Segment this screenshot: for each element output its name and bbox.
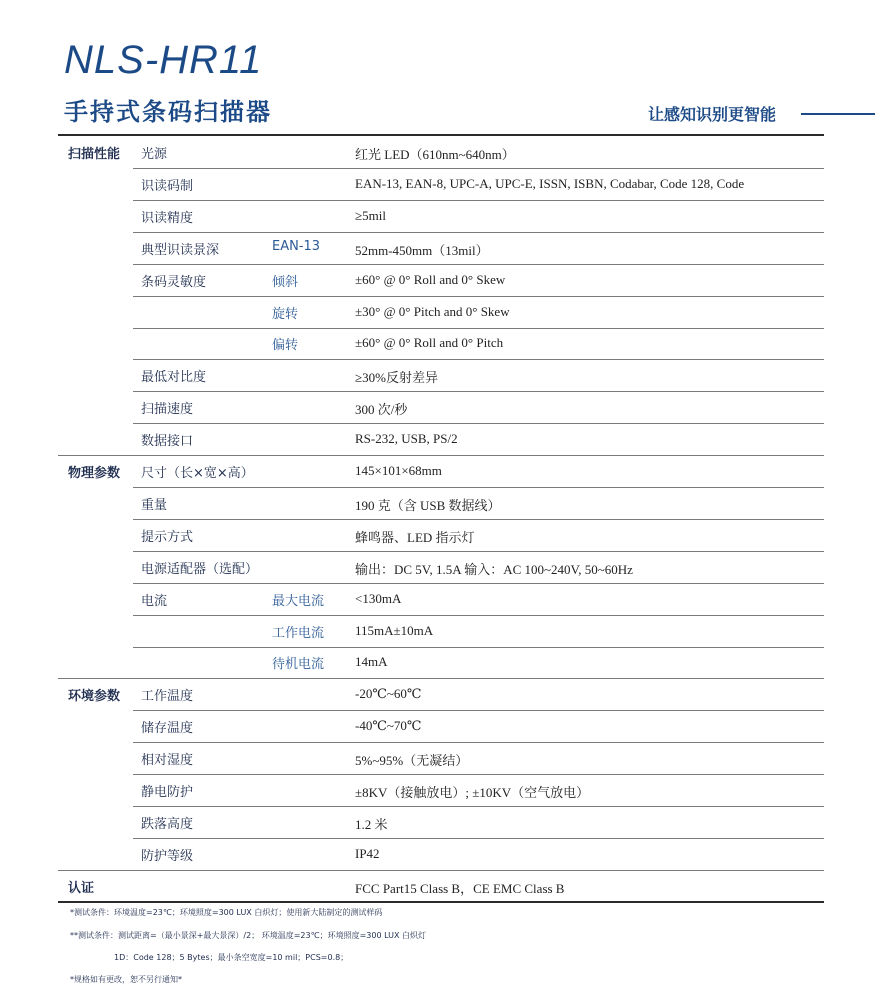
table-row [0, 392, 875, 424]
table-bottom-rule [58, 901, 824, 903]
table-row [0, 169, 875, 201]
page-title: 手持式条码扫描器 [64, 98, 272, 126]
row-value: 300 次/秒 [355, 402, 408, 418]
table-row [0, 839, 875, 871]
row-value: 输出：DC 5V, 1.5A 输入：AC 100~240V, 50~60Hz [355, 561, 633, 577]
table-row [0, 265, 875, 297]
row-item: 尺寸（长×宽×高） [141, 466, 254, 481]
table-row [0, 584, 875, 616]
row-category: 认证 [68, 880, 95, 896]
row-value: 蜂鸣器、LED 指示灯 [355, 529, 475, 545]
row-value: 115mA±10mA [355, 622, 434, 638]
table-row [0, 616, 875, 648]
row-item: 电源适配器（选配） [141, 561, 259, 577]
row-item: 储存温度 [141, 721, 194, 737]
row-item: 跌落高度 [141, 816, 194, 832]
table-row [0, 520, 875, 552]
row-value: EAN-13, EAN-8, UPC-A, UPC-E, ISSN, ISBN, Codabar, Code 128, Code [355, 175, 745, 191]
row-item: 识读精度 [141, 210, 194, 226]
row-value: IP42 [355, 845, 380, 861]
table-row [0, 775, 875, 807]
row-value: ≥30%反射差异 [355, 370, 438, 386]
row-subitem: 最大电流 [272, 593, 325, 609]
note-3: 1D：Code 128；5 Bytes；最小条空宽度=10 mil；PCS=0.8； [114, 953, 349, 962]
note-1: *测试条件：环境温度=23℃；环境照度=300 LUX 白炽灯；使用新大陆制定的测试样码 [70, 908, 383, 917]
table-row [0, 743, 875, 775]
row-value: 190 克（含 USB 数据线） [355, 497, 501, 513]
row-value: FCC Part15 Class B，CE EMC Class B [355, 880, 565, 896]
table-row [0, 679, 875, 711]
row-value: -40℃~70℃ [355, 718, 422, 734]
row-value: ±30° @ 0° Pitch and 0° Skew [355, 303, 510, 319]
row-item: 电流 [141, 593, 168, 609]
row-subitem: 旋转 [272, 306, 299, 322]
row-item: 重量 [141, 497, 168, 513]
row-item: 提示方式 [141, 529, 194, 545]
row-value: 14mA [355, 654, 388, 670]
table-row [0, 137, 875, 169]
row-subitem: 工作电流 [272, 625, 325, 641]
row-subitem: 偏转 [272, 338, 299, 354]
row-category: 扫描性能 [68, 147, 121, 162]
row-category: 物理参数 [68, 466, 121, 481]
model-title: NLS-HR11 [64, 38, 263, 82]
row-item: 数据接口 [141, 434, 194, 450]
table-row [0, 360, 875, 392]
row-item: 工作温度 [141, 689, 194, 705]
table-row [0, 552, 875, 584]
row-category: 环境参数 [68, 689, 121, 705]
row-item: 扫描速度 [141, 402, 194, 418]
row-item: 光源 [141, 147, 168, 162]
row-value: -20℃~60℃ [355, 686, 422, 702]
row-value: RS-232, USB, PS/2 [355, 431, 458, 447]
row-value: ±8KV（接触放电）; ±10KV（空气放电） [355, 785, 590, 800]
row-subitem: EAN-13 [272, 238, 321, 254]
row-value: 52mm-450mm（13mil） [355, 242, 489, 258]
table-row [0, 424, 875, 456]
table-row [0, 328, 875, 360]
row-item: 最低对比度 [141, 370, 207, 386]
row-item: 条码灵敏度 [141, 274, 207, 290]
table-row [0, 807, 875, 839]
slogan: 让感知识别更智能 [648, 105, 777, 124]
row-value: <130mA [355, 590, 402, 606]
row-value: 145×101×68mm [355, 463, 442, 478]
table-row [0, 488, 875, 520]
table-top-rule [58, 134, 824, 136]
row-subitem: 待机电流 [272, 657, 325, 673]
table-row [0, 297, 875, 329]
row-value: 红光 LED（610nm~640nm） [355, 147, 515, 162]
table-row [0, 871, 875, 903]
table-row [0, 647, 875, 679]
table-row [0, 201, 875, 233]
row-item: 静电防护 [141, 785, 194, 800]
table-row [0, 233, 875, 265]
row-subitem: 倾斜 [272, 274, 299, 290]
row-value: 5%~95%（无凝结） [355, 753, 469, 769]
table-row [0, 711, 875, 743]
row-item: 典型识读景深 [141, 242, 220, 258]
row-value: ±60° @ 0° Roll and 0° Skew [355, 271, 506, 287]
row-item: 识读码制 [141, 178, 194, 194]
row-item: 相对湿度 [141, 753, 194, 769]
row-value: 1.2 米 [355, 816, 388, 832]
row-item: 防护等级 [141, 848, 194, 864]
row-value: ≥5mil [355, 207, 386, 223]
slogan-rule [801, 113, 875, 115]
row-value: ±60° @ 0° Roll and 0° Pitch [355, 335, 504, 351]
note-2: **测试条件：测试距离=（最小景深+最大景深）/2； 环境温度=23℃；环境照度=300 LUX 白炽灯 [70, 931, 427, 940]
note-4: *规格如有更改，恕不另行通知* [70, 975, 182, 984]
table-row [0, 456, 875, 488]
